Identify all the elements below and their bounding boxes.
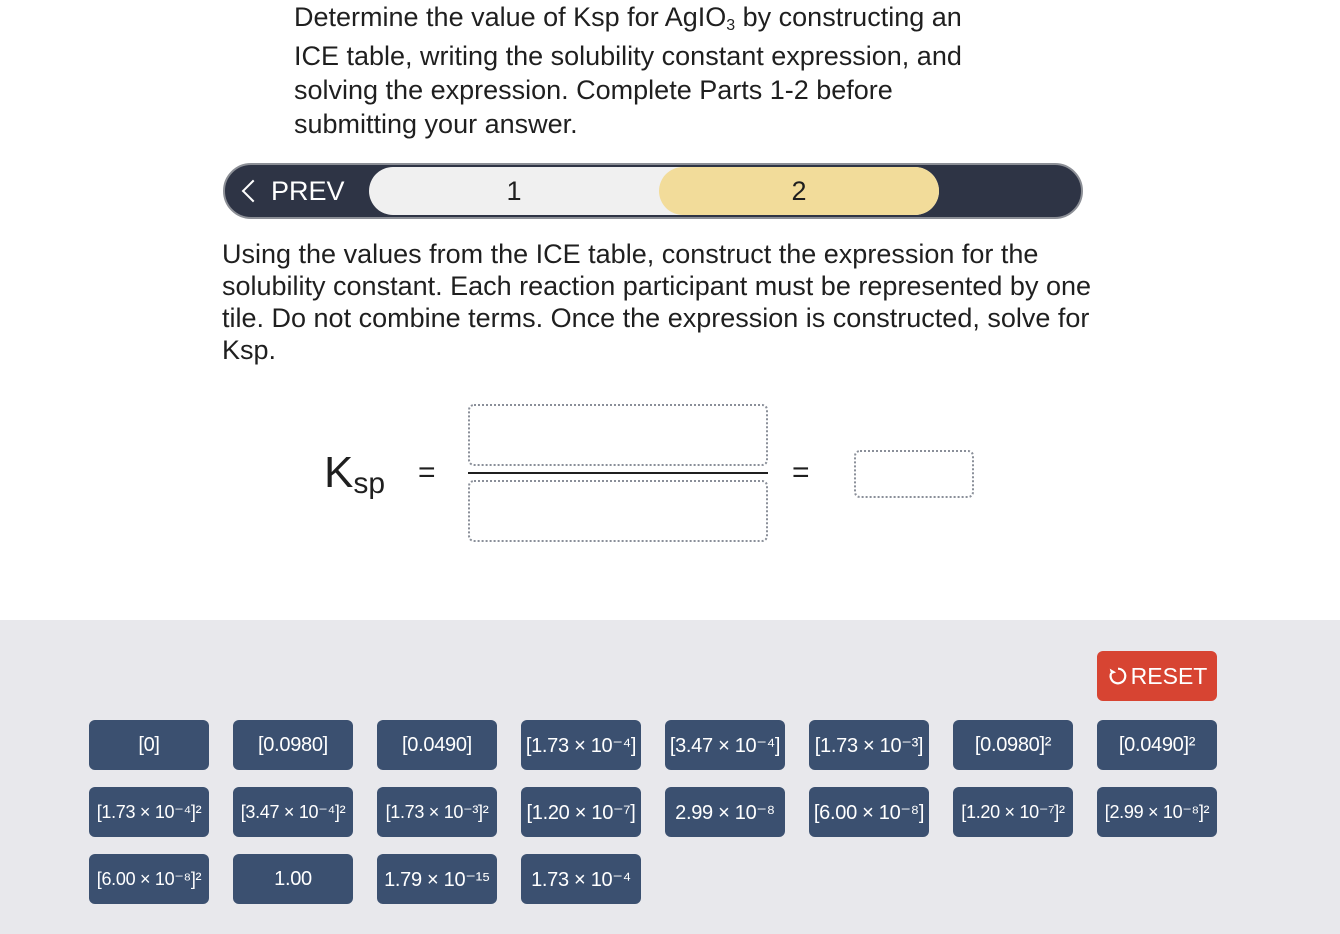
numerator-drop-zone[interactable]	[468, 404, 768, 466]
answer-tile[interactable]: [0.0490]	[377, 720, 497, 770]
question-part2: by constructing an ICE table, writing the solubility constant expression, and solving the expression. Complete Parts 1-2 before submitting your answer.	[294, 2, 962, 139]
answer-tile[interactable]: [1.20 × 10⁻⁷]²	[953, 787, 1073, 837]
answer-tile[interactable]: 1.73 × 10⁻⁴	[521, 854, 641, 904]
equals-sign-2: =	[792, 456, 810, 489]
answer-tile[interactable]: [2.99 × 10⁻⁸]²	[1097, 787, 1217, 837]
reset-label: RESET	[1130, 662, 1208, 689]
answer-tile[interactable]: [1.73 × 10⁻⁴]²	[89, 787, 209, 837]
answer-tile[interactable]: [0.0490]²	[1097, 720, 1217, 770]
prev-label: PREV	[271, 175, 345, 206]
instructions-text: Using the values from the ICE table, construct the expression for the solubility constant. Each reaction participant must be represented by one tile. Do not combine terms. Once the expression is constructed, solve for Ksp.	[222, 239, 1091, 365]
question-subscript: 3	[726, 17, 736, 34]
answer-tile[interactable]: [6.00 × 10⁻⁸]²	[89, 854, 209, 904]
step-navigator	[223, 163, 1083, 219]
answer-tile[interactable]: [6.00 × 10⁻⁸]	[809, 787, 929, 837]
question-text	[294, 0, 1014, 141]
answer-tile[interactable]: [3.47 × 10⁻⁴]²	[233, 787, 353, 837]
ksp-k: K	[324, 448, 354, 497]
fraction-bar	[468, 472, 768, 474]
ksp-label	[324, 448, 385, 498]
answer-tile[interactable]: [1.20 × 10⁻⁷]	[521, 787, 641, 837]
answer-tile[interactable]: [0.0980]²	[953, 720, 1073, 770]
prev-button[interactable]	[239, 165, 345, 217]
answer-tile[interactable]: 1.79 × 10⁻¹⁵	[377, 854, 497, 904]
denominator-drop-zone[interactable]	[468, 480, 768, 542]
answer-tile[interactable]: 2.99 × 10⁻⁸	[665, 787, 785, 837]
answer-tile[interactable]: [1.73 × 10⁻⁴]	[521, 720, 641, 770]
step-2-tab[interactable]: 2	[659, 167, 939, 215]
answer-tile[interactable]: 1.00	[233, 854, 353, 904]
reset-icon	[1107, 665, 1129, 687]
equals-sign-1: =	[418, 456, 436, 489]
chevron-left-icon	[242, 180, 265, 203]
reset-button[interactable]	[1097, 651, 1217, 701]
answer-tile[interactable]: [0]	[89, 720, 209, 770]
answer-tile[interactable]: [0.0980]	[233, 720, 353, 770]
answer-tile[interactable]: [1.73 × 10⁻³]²	[377, 787, 497, 837]
answer-tile[interactable]: [3.47 × 10⁻⁴]	[665, 720, 785, 770]
answer-tile[interactable]: [1.73 × 10⁻³]	[809, 720, 929, 770]
answer-drop-zone[interactable]	[854, 450, 974, 498]
ksp-sub: sp	[353, 467, 386, 500]
step-1-tab[interactable]: 1	[506, 175, 522, 206]
question-part1: Determine the value of Ksp for AgIO	[294, 2, 727, 32]
